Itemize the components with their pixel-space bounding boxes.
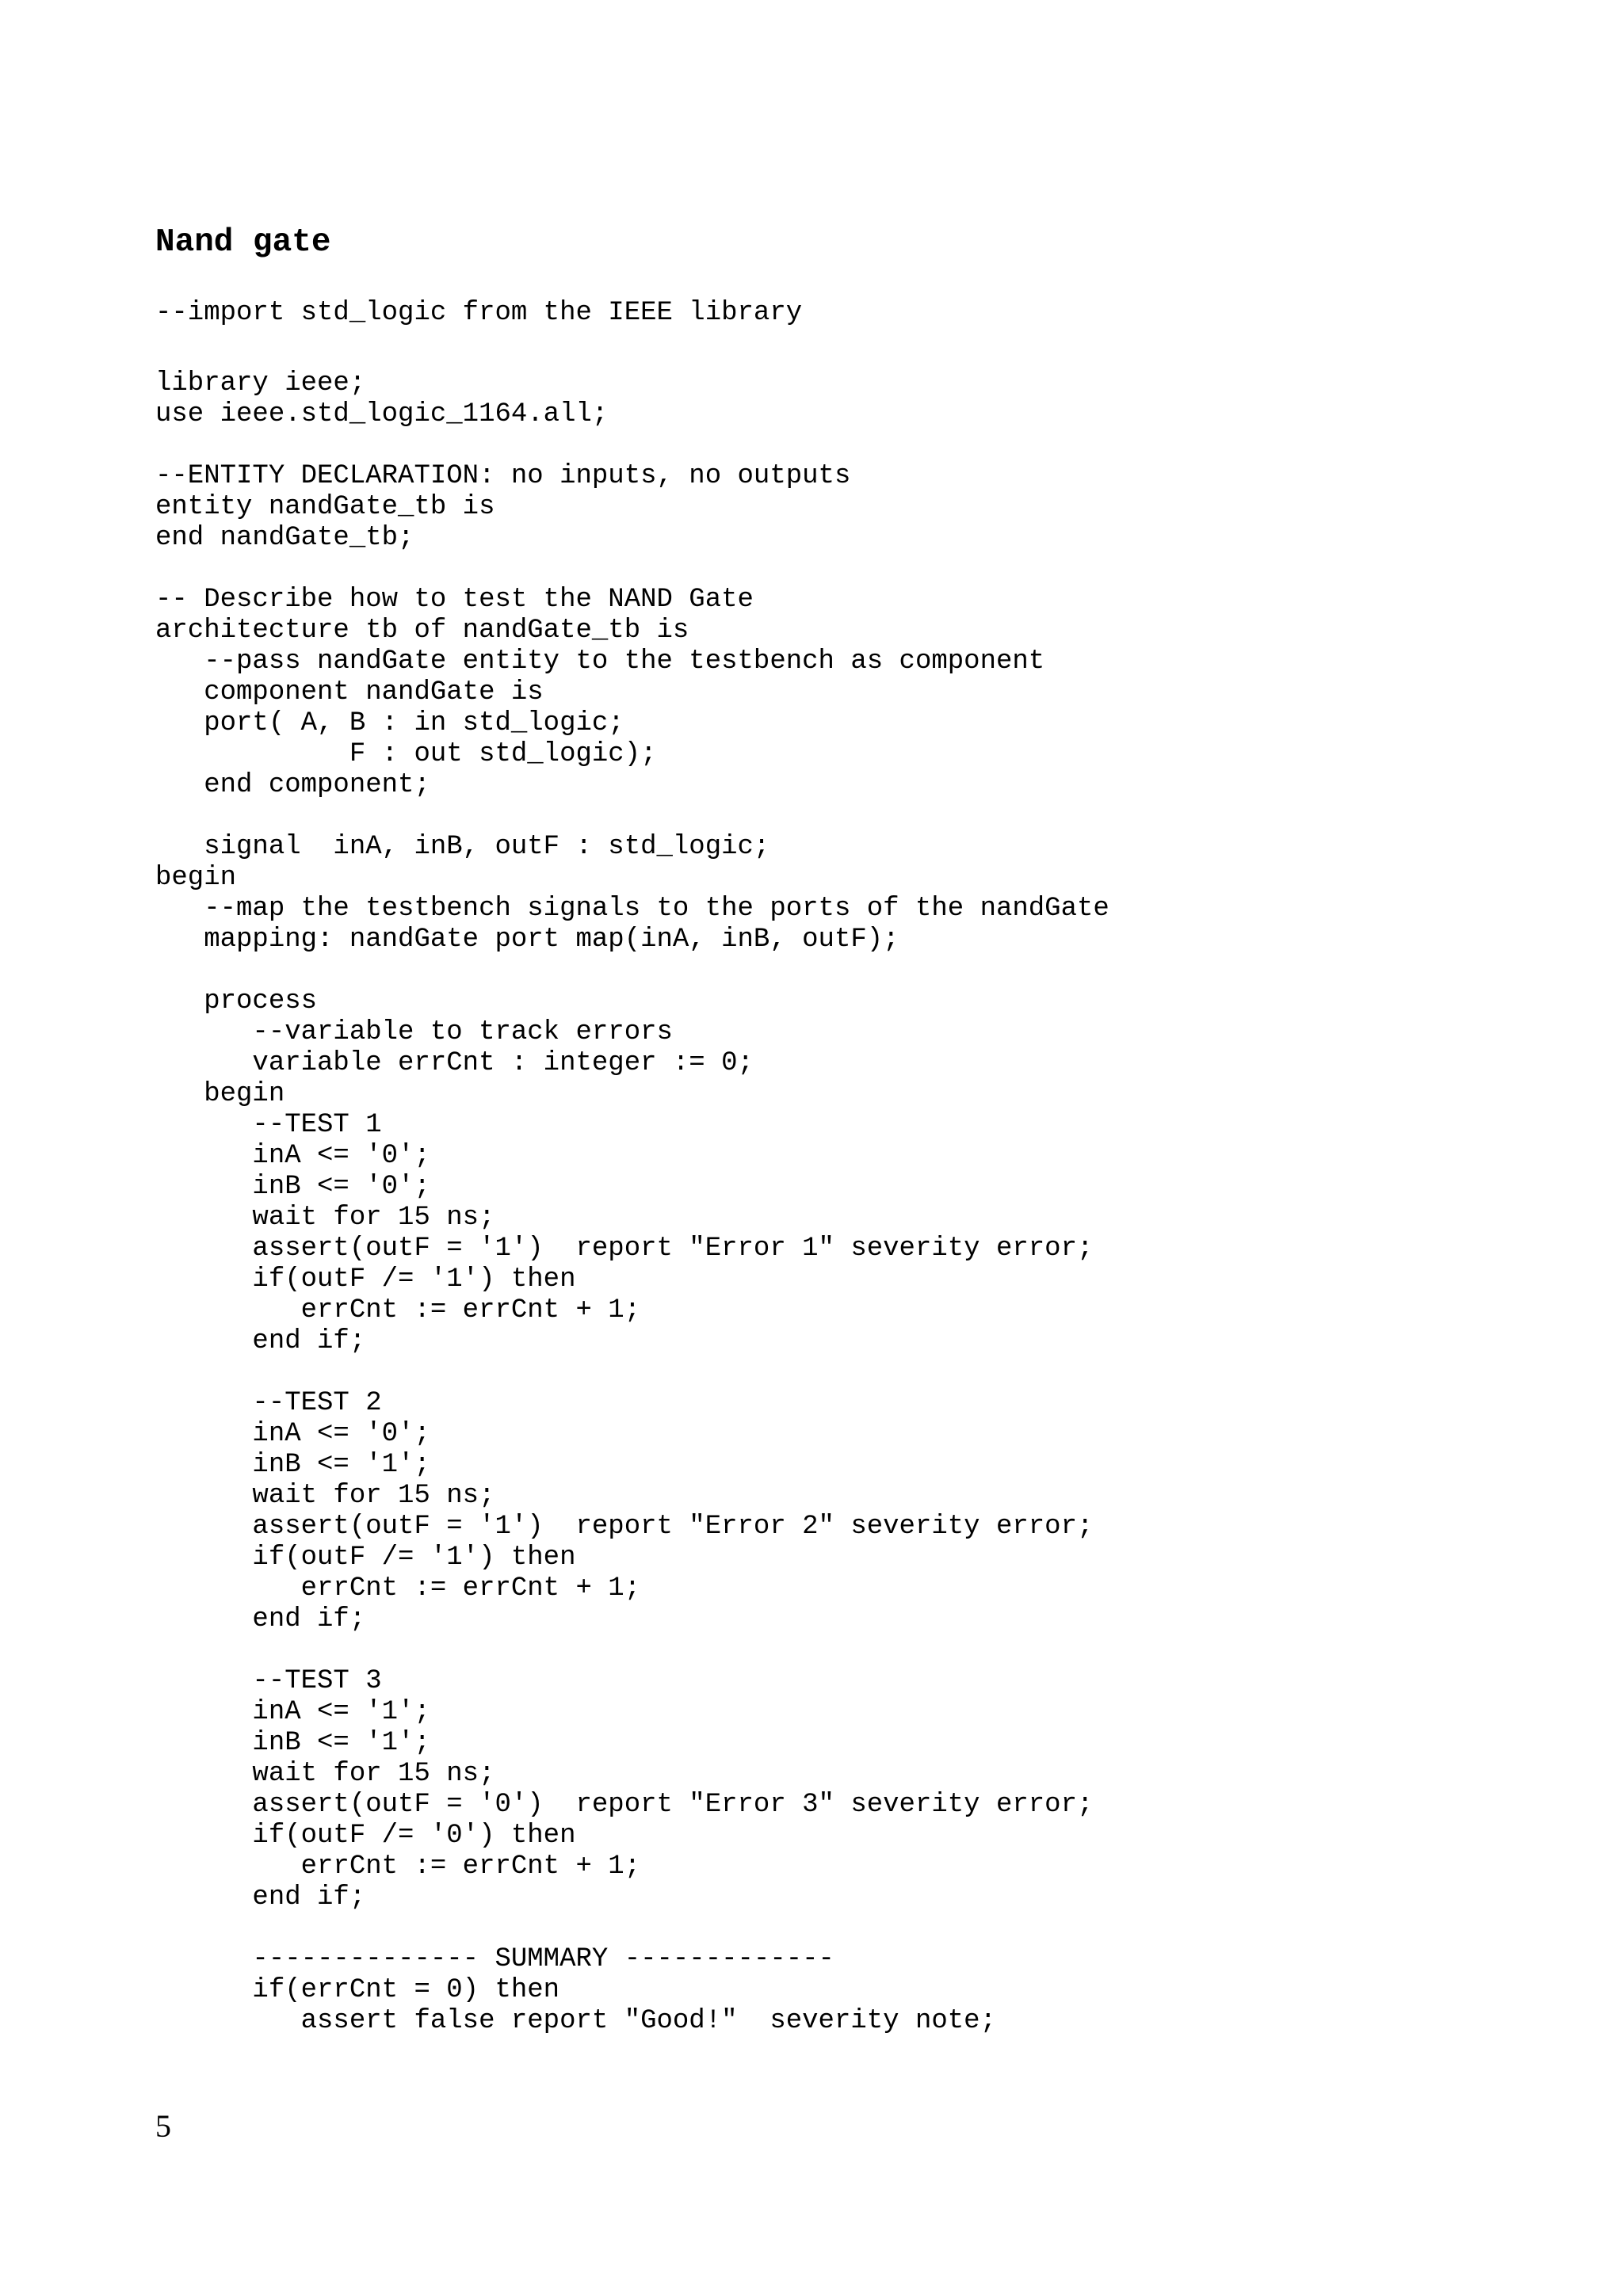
code-line: library ieee; (155, 368, 366, 399)
code-line: begin (155, 863, 237, 893)
code-line: end if; (155, 1882, 366, 1913)
code-line: --TEST 2 (155, 1388, 382, 1418)
code-line: process (155, 986, 318, 1016)
code-line: --ENTITY DECLARATION: no inputs, no outputs (155, 461, 851, 491)
code-line: errCnt := errCnt + 1; (155, 1295, 641, 1325)
code-line: --import std_logic from the IEEE library (155, 298, 803, 328)
code-line: wait for 15 ns; (155, 1203, 495, 1233)
code-line: port( A, B : in std_logic; (155, 708, 624, 738)
code-line: if(outF /= '1') then (155, 1543, 576, 1573)
code-line: assert(outF = '0') report "Error 3" severity error; (155, 1790, 1094, 1820)
page-number: 5 (155, 2108, 171, 2144)
code-line: end if; (155, 1604, 366, 1634)
code-line: errCnt := errCnt + 1; (155, 1852, 641, 1882)
code-line: -------------- SUMMARY ------------- (155, 1944, 834, 1974)
code-line: begin (155, 1079, 285, 1109)
code-line: inA <= '1'; (155, 1697, 430, 1727)
code-line: inA <= '0'; (155, 1419, 430, 1449)
code-line: F : out std_logic); (155, 739, 657, 769)
code-line: inB <= '0'; (155, 1172, 430, 1202)
code-line: inB <= '1'; (155, 1450, 430, 1480)
code-line: entity nandGate_tb is (155, 492, 495, 522)
code-line: architecture tb of nandGate_tb is (155, 616, 689, 646)
code-line: component nandGate is (155, 677, 544, 707)
code-line: end component; (155, 770, 430, 800)
code-line: wait for 15 ns; (155, 1759, 495, 1789)
code-line: if(errCnt = 0) then (155, 1975, 560, 2005)
code-line: if(outF /= '1') then (155, 1264, 576, 1295)
code-line: --variable to track errors (155, 1017, 673, 1047)
code-line: mapping: nandGate port map(inA, inB, outF); (155, 925, 899, 955)
code-line: variable errCnt : integer := 0; (155, 1048, 754, 1078)
code-line: assert(outF = '1') report "Error 2" severity error; (155, 1512, 1094, 1542)
code-line: wait for 15 ns; (155, 1481, 495, 1511)
code-line: assert(outF = '1') report "Error 1" severity error; (155, 1234, 1094, 1264)
code-line: end nandGate_tb; (155, 523, 414, 553)
code-line: use ieee.std_logic_1164.all; (155, 399, 609, 429)
section-heading: Nand gate (155, 224, 331, 261)
code-line: --TEST 3 (155, 1666, 382, 1696)
code-block (155, 298, 1109, 2037)
code-line: inB <= '1'; (155, 1728, 430, 1758)
code-line: end if; (155, 1326, 366, 1356)
code-line: -- Describe how to test the NAND Gate (155, 585, 754, 615)
code-line: signal inA, inB, outF : std_logic; (155, 832, 770, 862)
code-line: if(outF /= '0') then (155, 1821, 576, 1851)
code-line: --pass nandGate entity to the testbench as component (155, 646, 1045, 677)
code-line: inA <= '0'; (155, 1141, 430, 1171)
code-line: --map the testbench signals to the ports of the nandGate (155, 894, 1109, 924)
code-line: errCnt := errCnt + 1; (155, 1573, 641, 1604)
code-line: assert false report "Good!" severity note; (155, 2006, 996, 2036)
code-line: --TEST 1 (155, 1110, 382, 1140)
